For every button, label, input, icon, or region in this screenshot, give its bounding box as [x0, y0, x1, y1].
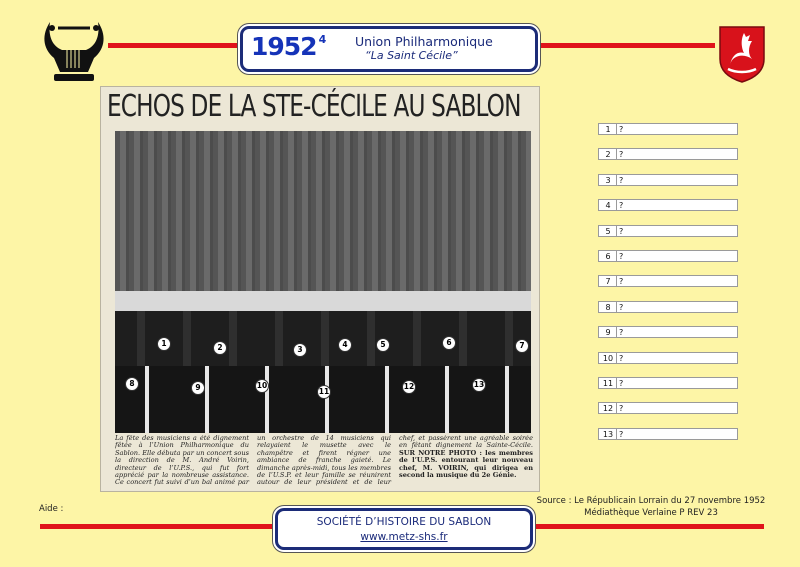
photo-marker-4: 4 — [338, 338, 352, 352]
identification-row[interactable] — [598, 174, 738, 186]
photo-marker-12: 12 — [402, 380, 416, 394]
article-body: La fête des musiciens a été dignement fêtée à l’Union Philharmonique du Sablon. Elle débuta par un concert sous la direction de M. André Voirin, directeur de l’U.P.S., qui fut fort apprécié par la nombreuse assistance. Ce concert fut suivi d’un bal animé par un orchestre de 14 musiciens qui relayaient le musette avec le champêtre et firent régner une ambiance de franche gaieté. Le dimanche après-midi, tous les membres de l’U.S.P. et leur famille se réunirent autour de leur président et de leur chef, et passèrent une agréable soirée en fêtant dignement la Sainte-Cécile. — [115, 435, 533, 487]
lyre-logo-icon — [40, 18, 108, 84]
identification-number: 11 — [602, 379, 614, 388]
photo-marker-8: 8 — [125, 377, 139, 391]
photo-marker-10: 10 — [255, 379, 269, 393]
identification-number: 13 — [602, 429, 614, 439]
society-website-link[interactable]: www.metz-shs.fr — [360, 531, 448, 543]
identification-name: ? — [616, 327, 623, 338]
photo-marker-2: 2 — [213, 341, 227, 355]
header-red-line-right — [535, 43, 715, 48]
identification-number: 3 — [605, 175, 611, 185]
identification-row[interactable] — [598, 402, 738, 414]
photo-stage-edge — [115, 291, 531, 311]
photo-caption: SUR NOTRE PHOTO : les membres de l’U.P.S. entourant leur nouveau chef, M. VOIRIN, qui dirigea en second la musique du 2e Génie. — [399, 448, 533, 480]
identification-name: ? — [616, 175, 623, 186]
footer-red-line-right — [528, 524, 764, 529]
identification-row[interactable] — [598, 275, 738, 287]
identification-row[interactable] — [598, 377, 738, 389]
identification-number: 5 — [605, 226, 611, 236]
identification-number: 1 — [605, 125, 611, 134]
photo-marker-13: 13 — [472, 378, 486, 392]
footer-red-line-left — [40, 524, 275, 529]
photo-marker-5: 5 — [376, 338, 390, 352]
identification-number: 4 — [605, 201, 611, 211]
identification-row[interactable] — [598, 148, 738, 160]
identification-name: ? — [616, 124, 623, 135]
organisation-name: Union Philharmonique — [355, 34, 493, 49]
identification-name: ? — [616, 429, 623, 440]
identification-name: ? — [616, 403, 623, 414]
year-title: 1952 $^4$ — [251, 32, 326, 61]
identification-row[interactable] — [598, 250, 738, 262]
source-line-1: Source : Le Républicain Lorrain du 27 novembre 1952 — [536, 496, 766, 506]
photo-marker-7: 7 — [515, 339, 529, 353]
newspaper-clipping — [100, 86, 540, 492]
identification-name: ? — [616, 251, 623, 262]
identification-number: 10 — [602, 353, 614, 363]
identification-name: ? — [616, 200, 623, 211]
identification-row[interactable] — [598, 326, 738, 338]
coat-of-arms-icon — [718, 25, 766, 83]
identification-row[interactable] — [598, 428, 738, 440]
identification-name: ? — [616, 226, 623, 237]
identification-name: ? — [616, 302, 623, 313]
source-line-2: Médiathèque Verlaine P REV 23 — [584, 508, 718, 518]
identification-row[interactable] — [598, 199, 738, 211]
society-name: SOCIÉTÉ D’HISTOIRE DU SABLON — [316, 516, 492, 528]
article-headline: ECHOS DE LA STE-CÉCILE AU SABLON — [107, 89, 521, 124]
aide-label: Aide : — [39, 504, 64, 514]
identification-number: 8 — [605, 302, 611, 312]
photo-marker-9: 9 — [191, 381, 205, 395]
identification-row[interactable] — [598, 352, 738, 364]
identification-name: ? — [616, 353, 623, 364]
identification-number: 6 — [605, 252, 611, 261]
identification-row[interactable] — [598, 123, 738, 135]
identification-name: ? — [616, 276, 623, 287]
photo-marker-3: 3 — [293, 343, 307, 357]
organisation-subtitle: “La Saint Cécile” — [365, 49, 458, 62]
identification-number: 9 — [605, 328, 611, 338]
identification-number: 12 — [602, 404, 614, 414]
photo-marker-1: 1 — [157, 337, 171, 351]
identification-number: 7 — [605, 277, 611, 287]
identification-number: 2 — [605, 150, 611, 160]
header-red-line-left — [108, 43, 242, 48]
identification-name: ? — [616, 378, 623, 389]
photo-marker-6: 6 — [442, 336, 456, 350]
title-box — [240, 26, 538, 72]
photo-marker-11: 11 — [317, 385, 331, 399]
identification-name: ? — [616, 149, 623, 160]
source-citation — [520, 495, 782, 519]
photo-orchestra-stage — [115, 131, 531, 301]
photo-front-row — [115, 366, 531, 433]
society-box — [275, 508, 533, 550]
identification-row[interactable] — [598, 225, 738, 237]
identification-row[interactable] — [598, 301, 738, 313]
article-text — [115, 435, 533, 489]
year-superscript: 4 — [318, 33, 326, 46]
